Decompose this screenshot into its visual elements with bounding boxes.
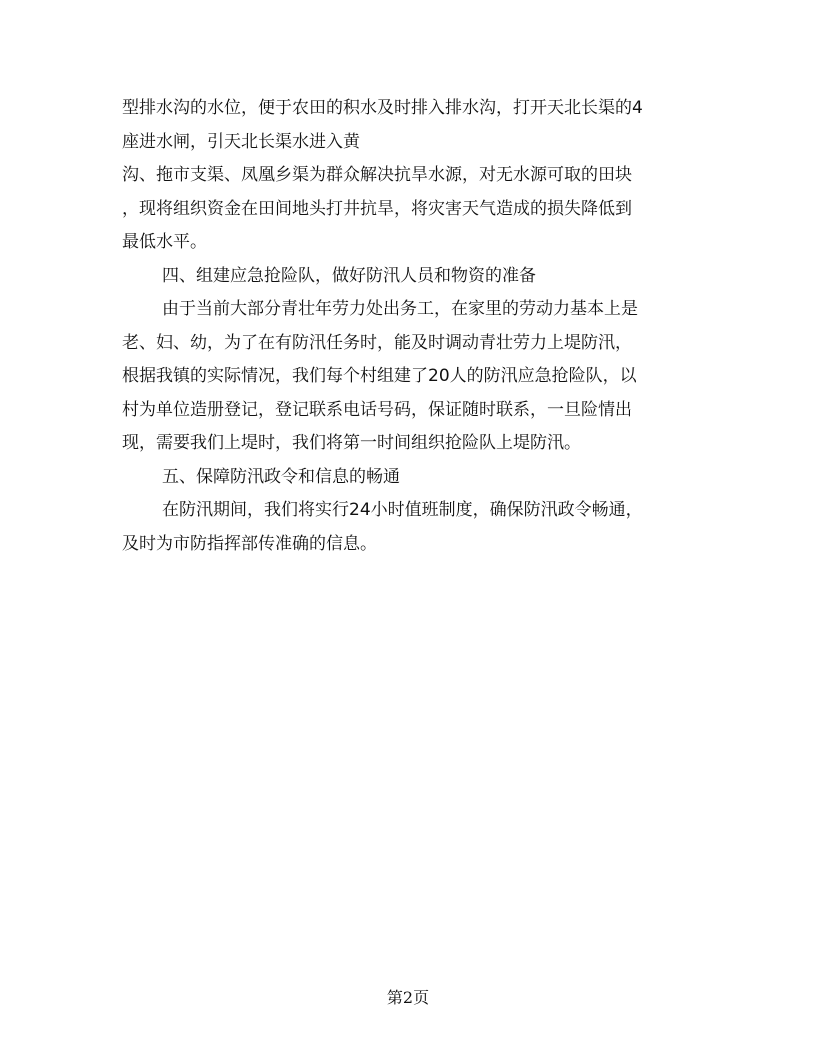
body-text-line: 最低水平。: [122, 232, 207, 252]
body-text-line: 现，需要我们上堤时，我们将第一时间组织抢险队上堤防汛。: [122, 433, 581, 453]
body-text-line: 在防汛期间，我们将实行24小时值班制度，确保防汛政令畅通，: [162, 500, 643, 520]
body-text-line: 沟、拖市支渠、凤凰乡渠为群众解决抗旱水源，对无水源可取的田块: [122, 165, 632, 185]
section-heading-5: 五、保障防汛政令和信息的畅通: [162, 466, 400, 487]
body-text-line: 老、妇、幼，为了在有防汛任务时，能及时调动青壮劳力上堤防汛，: [122, 332, 632, 353]
body-text-line: ，现将组织资金在田间地头打井抗旱，将灾害天气造成的损失降低到: [122, 198, 632, 219]
body-text-line: 由于当前大部分青壮年劳力处出务工，在家里的劳动力基本上是: [162, 299, 638, 319]
body-text-line: 型排水沟的水位，便于农田的积水及时排入排水沟，打开天北长渠的4: [122, 98, 643, 118]
body-text-line: 及时为市防指挥部传准确的信息。: [122, 533, 377, 554]
body-text-line: 村为单位造册登记，登记联系电话号码，保证随时联系，一旦险情出: [122, 399, 632, 420]
section-heading-4: 四、组建应急抢险队，做好防汛人员和物资的准备: [162, 265, 536, 286]
body-text-line: 根据我镇的实际情况，我们每个村组建了20人的防汛应急抢险队，以: [122, 366, 637, 386]
body-text-line: 座进水闸，引天北长渠水进入黄: [122, 131, 360, 152]
document-body: [122, 92, 702, 561]
page-number: 第2页: [386, 988, 430, 1007]
